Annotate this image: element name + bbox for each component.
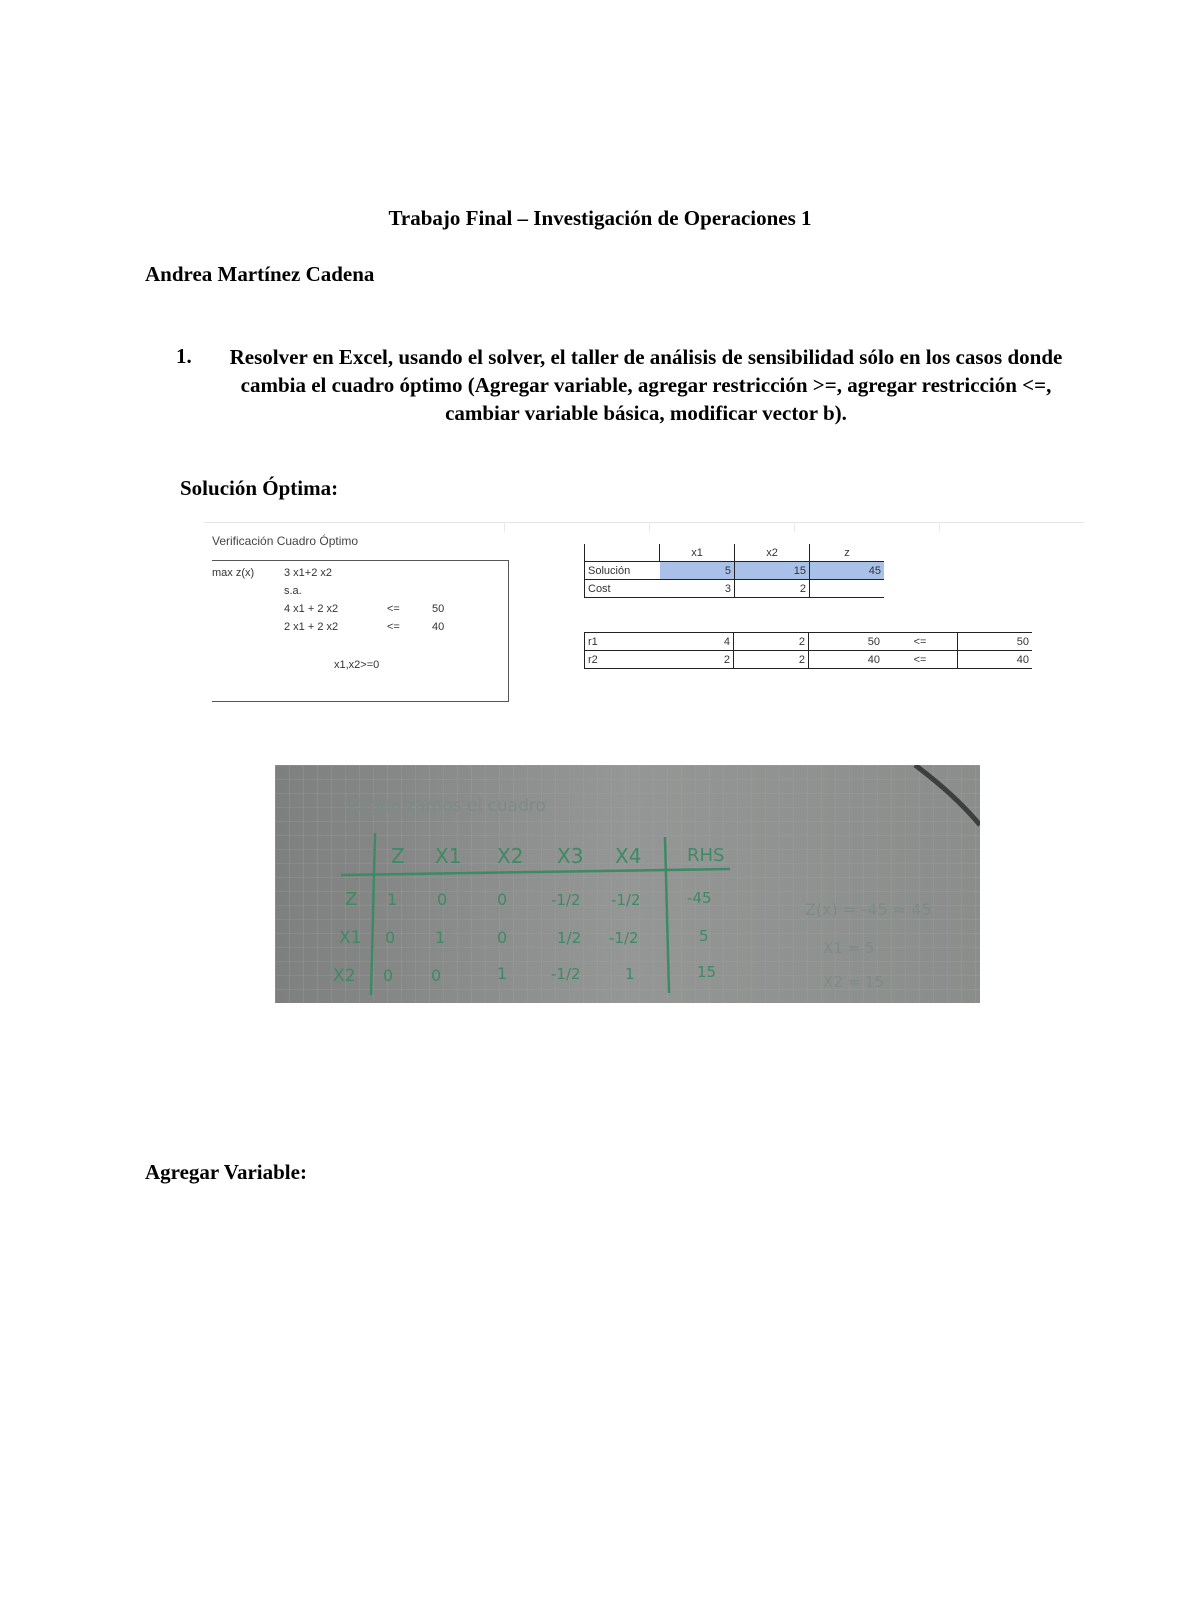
page-title: Trabajo Final – Investigación de Operaciones 1: [388, 206, 812, 230]
constraint-2-op: <=: [387, 621, 400, 633]
photo-cell: 15: [697, 963, 717, 981]
photo-header: Z: [391, 844, 405, 868]
restriction-coef: 4: [659, 633, 734, 651]
photo-header: X1: [435, 844, 462, 868]
excel-gridline: [204, 522, 1084, 523]
constraint-2-lhs: 2 x1 + 2 x2: [284, 621, 339, 633]
restriction-rhs: 40: [958, 651, 1033, 669]
nonnegativity: x1,x2>=0: [334, 659, 380, 671]
constraint-1-rhs: 50: [432, 603, 445, 615]
task-number: 1.: [176, 344, 192, 368]
constraint-1-op: <=: [387, 603, 400, 615]
header-x2: x2: [735, 544, 810, 562]
photo-cell: -1/2: [551, 965, 581, 983]
photo-header: RHS: [687, 845, 725, 866]
photo-cell: 1: [625, 965, 635, 983]
photo-row-label: Z: [345, 889, 358, 910]
author-name: Andrea Martínez Cadena: [145, 262, 375, 286]
photo-cell: 1: [497, 964, 508, 983]
restriction-lhs: 50: [809, 633, 884, 651]
excel-title: Verificación Cuadro Óptimo: [212, 534, 359, 548]
photo-cell: 0: [497, 890, 508, 909]
solution-x2: 15: [735, 562, 810, 580]
cost-label: Cost: [585, 580, 660, 598]
photo-cell: -45: [687, 889, 712, 907]
photo-cell: -1/2: [609, 929, 639, 947]
restriction-lhs: 40: [809, 651, 884, 669]
photo-header: X2: [497, 844, 524, 868]
model-box: [212, 560, 509, 702]
solution-table: [584, 544, 884, 598]
section-heading-add-variable: Agregar Variable:: [145, 1160, 307, 1184]
cost-x1: 3: [660, 580, 735, 598]
restriction-coef: 2: [659, 651, 734, 669]
solution-x1: 5: [660, 562, 735, 580]
cost-x2: 2: [735, 580, 810, 598]
table-row: [585, 651, 1033, 669]
excel-gridline: [504, 522, 505, 532]
restriction-rhs: 50: [958, 633, 1033, 651]
restrictions-table: [584, 632, 1032, 669]
restriction-op: <=: [883, 651, 958, 669]
photo-heading: -Organizamos el cuadro: [343, 796, 546, 816]
table-row: [585, 544, 885, 562]
photo-result: X1 = 5: [823, 939, 875, 957]
objective-expression: 3 x1+2 x2: [284, 567, 333, 579]
restriction-coef: 2: [734, 633, 809, 651]
restriction-op: <=: [883, 633, 958, 651]
table-row: [585, 580, 885, 598]
excel-screenshot: [204, 522, 1084, 708]
photo-cell: 5: [699, 927, 709, 945]
restriction-name: r1: [585, 633, 660, 651]
solution-label: Solución: [585, 562, 660, 580]
restriction-name: r2: [585, 651, 660, 669]
header-z: z: [844, 546, 850, 559]
photo-header: X4: [615, 844, 642, 868]
photo-result: Z(x) = -45 ≈ 45: [805, 900, 932, 919]
photo-cell: 0: [431, 966, 442, 985]
excel-gridline: [794, 522, 795, 532]
excel-gridline: [649, 522, 650, 532]
photo-result: X2 = 15: [823, 973, 885, 991]
section-heading-optimal: Solución Óptima:: [180, 476, 339, 500]
photo-row-label: X2: [333, 966, 356, 986]
header-x1: x1: [660, 544, 735, 562]
photo-cell: 0: [437, 890, 448, 909]
photo-drawing: [275, 765, 980, 1003]
handwritten-tableau-photo: [275, 765, 980, 1003]
restriction-coef: 2: [734, 651, 809, 669]
constraint-1-lhs: 4 x1 + 2 x2: [284, 603, 339, 615]
photo-cell: 1/2: [557, 929, 582, 947]
photo-cell: 1: [435, 928, 446, 947]
table-row: [585, 562, 885, 580]
constraint-2-rhs: 40: [432, 621, 445, 633]
photo-cell: 0: [383, 966, 394, 985]
excel-gridline: [939, 522, 940, 532]
photo-cell: 1: [387, 890, 398, 909]
photo-cell: 0: [497, 928, 508, 947]
photo-cell: 0: [385, 928, 396, 947]
photo-row-label: X1: [339, 928, 362, 948]
photo-cell: -1/2: [551, 891, 581, 909]
solution-z: 45: [810, 562, 885, 580]
photo-cell: -1/2: [611, 891, 641, 909]
subject-to: s.a.: [284, 585, 302, 597]
task-text: Resolver en Excel, usando el solver, el taller de análisis de sensibilidad sólo en los casos donde cambia el cuadro óptimo (Agregar variable, agregar restricción >=, agregar restricción <=, cambiar variable básica, modificar vector b).: [229, 345, 1063, 425]
table-row: [585, 633, 1033, 651]
photo-header: X3: [557, 844, 584, 868]
objective-label: max z(x): [212, 567, 255, 579]
